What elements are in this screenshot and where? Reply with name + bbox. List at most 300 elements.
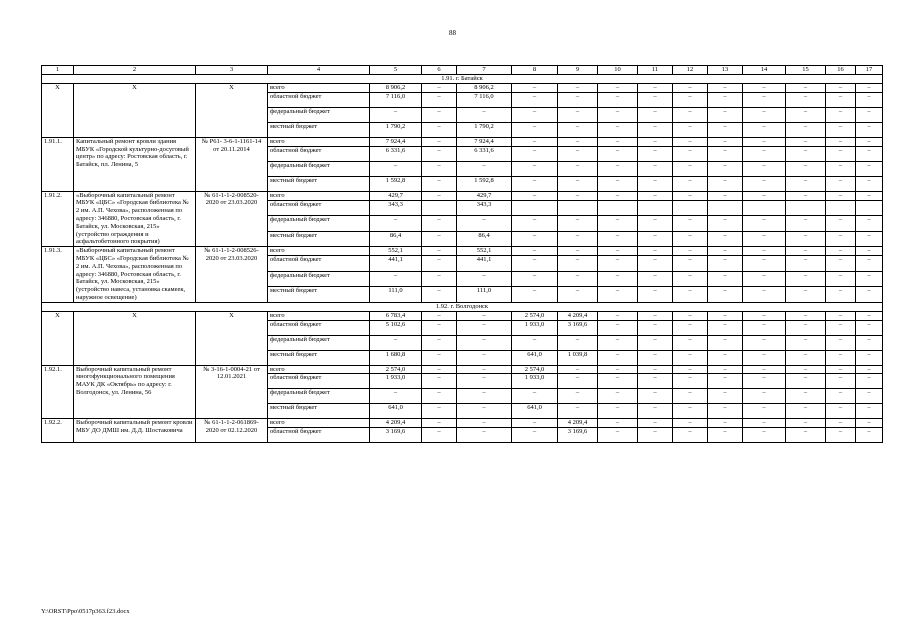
item-document: № 61-1-1-2-008526-2020 от 23.03.2020 [196, 247, 268, 303]
amount-cell: – [598, 311, 638, 320]
amount-cell: – [743, 365, 786, 374]
column-number: 11 [638, 66, 673, 75]
amount-cell: – [856, 161, 883, 176]
funding-source: местный бюджет [268, 404, 370, 419]
amount-cell: – [786, 350, 826, 365]
amount-cell: – [673, 161, 708, 176]
amount-cell: – [786, 320, 826, 335]
funding-source: областной бюджет [268, 92, 370, 107]
section-title: 1.91. г. Батайск [42, 75, 883, 84]
amount-cell: – [826, 419, 856, 428]
item-code: 1.91.2. [42, 191, 74, 247]
amount-cell: – [457, 107, 512, 122]
column-number: 7 [457, 66, 512, 75]
funding-source: федеральный бюджет [268, 271, 370, 286]
amount-cell: – [708, 146, 743, 161]
amount-cell: – [512, 216, 558, 231]
amount-cell: 441,1 [457, 256, 512, 271]
amount-cell: – [422, 271, 457, 286]
amount-cell: – [598, 191, 638, 200]
amount-cell [673, 200, 708, 215]
funding-source: областной бюджет [268, 200, 370, 215]
amount-cell: – [708, 191, 743, 200]
amount-cell: – [708, 256, 743, 271]
amount-cell: – [856, 335, 883, 350]
amount-cell: – [856, 365, 883, 374]
item-row [42, 419, 883, 428]
amount-cell: 111,0 [457, 287, 512, 303]
amount-cell: – [856, 216, 883, 231]
amount-cell: – [558, 374, 598, 389]
amount-cell: 552,1 [370, 247, 422, 256]
amount-cell: – [638, 137, 673, 146]
amount-cell: – [558, 107, 598, 122]
amount-cell: – [826, 122, 856, 137]
amount-cell: – [856, 92, 883, 107]
amount-cell: – [457, 365, 512, 374]
amount-cell: – [558, 231, 598, 247]
amount-cell: – [743, 428, 786, 443]
amount-cell: – [638, 374, 673, 389]
amount-cell: – [743, 84, 786, 93]
amount-cell: – [786, 247, 826, 256]
amount-cell: – [856, 122, 883, 137]
amount-cell: – [673, 311, 708, 320]
amount-cell: – [638, 271, 673, 286]
amount-cell: – [708, 428, 743, 443]
amount-cell [558, 200, 598, 215]
funding-source: областной бюджет [268, 374, 370, 389]
funding-source: федеральный бюджет [268, 161, 370, 176]
amount-cell: – [422, 256, 457, 271]
funding-source: федеральный бюджет [268, 389, 370, 404]
amount-cell: – [826, 231, 856, 247]
amount-cell: 3 169,6 [558, 428, 598, 443]
amount-cell: – [786, 146, 826, 161]
amount-cell: 2 574,0 [370, 365, 422, 374]
amount-cell: – [708, 311, 743, 320]
amount-cell: – [422, 161, 457, 176]
funding-source: всего [268, 365, 370, 374]
amount-cell: – [558, 287, 598, 303]
amount-cell: – [826, 176, 856, 191]
column-number: 10 [598, 66, 638, 75]
amount-cell: – [512, 84, 558, 93]
amount-cell: – [786, 137, 826, 146]
amount-cell: – [598, 335, 638, 350]
amount-cell: – [457, 320, 512, 335]
amount-cell: – [598, 122, 638, 137]
amount-cell: 4 209,4 [558, 311, 598, 320]
amount-cell: – [558, 256, 598, 271]
amount-cell: – [743, 404, 786, 419]
amount-cell: – [598, 419, 638, 428]
amount-cell: – [826, 320, 856, 335]
amount-cell: – [422, 247, 457, 256]
amount-cell: 86,4 [370, 231, 422, 247]
amount-cell: – [558, 404, 598, 419]
amount-cell: – [673, 122, 708, 137]
amount-cell: – [370, 389, 422, 404]
funding-source: федеральный бюджет [268, 107, 370, 122]
section-row [42, 302, 883, 311]
amount-cell: – [370, 271, 422, 286]
amount-cell: 1 592,8 [457, 176, 512, 191]
column-number: 8 [512, 66, 558, 75]
amount-cell: 7 924,4 [457, 137, 512, 146]
amount-cell: – [638, 84, 673, 93]
amount-cell: – [708, 92, 743, 107]
amount-cell: – [786, 107, 826, 122]
amount-cell: – [856, 311, 883, 320]
amount-cell: – [512, 122, 558, 137]
amount-cell: – [638, 311, 673, 320]
amount-cell: – [457, 404, 512, 419]
amount-cell: – [558, 146, 598, 161]
amount-cell: – [786, 92, 826, 107]
amount-cell: 1 933,0 [370, 374, 422, 389]
amount-cell: – [598, 374, 638, 389]
amount-cell: – [558, 191, 598, 200]
item-code: 1.92.2. [42, 419, 74, 443]
amount-cell [512, 200, 558, 215]
item-code: 1.91.1. [42, 137, 74, 191]
footer-file-path: Y:\ORST\Ppo\0517p363.f23.docx [41, 608, 130, 615]
item-document: № 61-1-1-2-061869-2020 от 02.12.2020 [196, 419, 268, 443]
amount-cell: – [512, 146, 558, 161]
amount-cell: – [598, 137, 638, 146]
amount-cell: – [558, 161, 598, 176]
amount-cell: – [422, 374, 457, 389]
amount-cell: – [457, 335, 512, 350]
amount-cell: – [638, 161, 673, 176]
item-code: X [42, 311, 74, 365]
amount-cell: – [422, 122, 457, 137]
amount-cell: – [856, 247, 883, 256]
amount-cell: – [673, 428, 708, 443]
amount-cell: – [558, 84, 598, 93]
amount-cell: – [673, 389, 708, 404]
amount-cell: – [708, 247, 743, 256]
column-number: 9 [558, 66, 598, 75]
amount-cell: – [638, 176, 673, 191]
amount-cell: – [457, 271, 512, 286]
column-number: 2 [74, 66, 196, 75]
amount-cell: – [422, 146, 457, 161]
amount-cell: – [638, 287, 673, 303]
amount-cell: – [558, 92, 598, 107]
amount-cell: – [598, 231, 638, 247]
amount-cell: – [598, 389, 638, 404]
amount-cell: – [826, 146, 856, 161]
amount-cell: – [826, 404, 856, 419]
amount-cell: 1 790,2 [370, 122, 422, 137]
amount-cell: – [638, 335, 673, 350]
amount-cell: – [558, 271, 598, 286]
amount-cell: – [786, 287, 826, 303]
amount-cell: – [457, 419, 512, 428]
amount-cell: – [856, 137, 883, 146]
amount-cell: – [422, 404, 457, 419]
amount-cell: – [422, 320, 457, 335]
amount-cell: – [673, 350, 708, 365]
funding-source: всего [268, 311, 370, 320]
amount-cell: – [708, 419, 743, 428]
amount-cell: – [638, 389, 673, 404]
amount-cell: – [786, 216, 826, 231]
amount-cell: – [422, 311, 457, 320]
amount-cell: – [826, 365, 856, 374]
amount-cell: 111,0 [370, 287, 422, 303]
amount-cell: – [598, 247, 638, 256]
item-code: 1.92.1. [42, 365, 74, 419]
amount-cell: 2 574,0 [512, 311, 558, 320]
amount-cell: – [512, 335, 558, 350]
funding-source: местный бюджет [268, 287, 370, 303]
amount-cell: – [598, 350, 638, 365]
amount-cell: – [826, 247, 856, 256]
amount-cell: – [708, 389, 743, 404]
amount-cell: – [786, 389, 826, 404]
funding-source: федеральный бюджет [268, 216, 370, 231]
amount-cell: – [598, 271, 638, 286]
amount-cell: – [638, 92, 673, 107]
amount-cell: – [786, 404, 826, 419]
funding-source: местный бюджет [268, 176, 370, 191]
amount-cell: 343,3 [370, 200, 422, 215]
amount-cell: – [422, 191, 457, 200]
item-document: № Р61- 3-6-1-1161-14 от 20.11.2014 [196, 137, 268, 191]
amount-cell: – [512, 161, 558, 176]
amount-cell: – [826, 287, 856, 303]
amount-cell [708, 200, 743, 215]
amount-cell: 7 116,0 [457, 92, 512, 107]
item-name: «Выборочный капитальный ремонт МБУК «ЦБС» «Городская библиотека № 2 им. А.П. Чехова», расположенная по адресу: 346880, Ростовская область, г. Батайск, ул. Московская, 215» (устройство навеса, установка скамеек, наружное освещение) [74, 247, 196, 303]
amount-cell: – [638, 191, 673, 200]
item-name: «Выборочный капитальный ремонт МБУК «ЦБС» «Городская библиотека № 2 им. А.П. Чехова», расположенная по адресу: 346880, Ростовская область, г. Батайск, ул. Московская, 215» (устройство ограждения и асфальтобетонного покрытия) [74, 191, 196, 247]
amount-cell: – [558, 122, 598, 137]
amount-cell: – [512, 271, 558, 286]
amount-cell: – [598, 176, 638, 191]
column-number: 16 [826, 66, 856, 75]
amount-cell: 7 924,4 [370, 137, 422, 146]
amount-cell: – [856, 231, 883, 247]
amount-cell: – [638, 428, 673, 443]
amount-cell: – [743, 350, 786, 365]
amount-cell: – [598, 146, 638, 161]
amount-cell: – [826, 311, 856, 320]
amount-cell: – [457, 374, 512, 389]
amount-cell: – [743, 271, 786, 286]
amount-cell: – [826, 216, 856, 231]
amount-cell: – [422, 419, 457, 428]
item-document: № 61-1-1-2-008520-2020 от 23.03.2020 [196, 191, 268, 247]
amount-cell: 1 933,0 [512, 320, 558, 335]
amount-cell: – [512, 231, 558, 247]
amount-cell: – [673, 256, 708, 271]
amount-cell: – [598, 107, 638, 122]
amount-cell: – [422, 92, 457, 107]
amount-cell: – [856, 191, 883, 200]
amount-cell: – [598, 92, 638, 107]
amount-cell: – [856, 419, 883, 428]
amount-cell: – [708, 350, 743, 365]
amount-cell: – [512, 107, 558, 122]
summary-row [42, 84, 883, 93]
amount-cell: – [708, 216, 743, 231]
item-name: Капитальный ремонт кровли здания МБУК «Городской культурно-досуговый центр» по адресу: Ростовская область, г. Батайск, пл. Ленина, 5 [74, 137, 196, 191]
amount-cell: – [422, 84, 457, 93]
amount-cell: – [638, 350, 673, 365]
amount-cell: – [598, 256, 638, 271]
amount-cell: 3 169,6 [558, 320, 598, 335]
amount-cell: – [457, 311, 512, 320]
amount-cell: – [826, 271, 856, 286]
amount-cell [826, 200, 856, 215]
amount-cell: – [558, 365, 598, 374]
amount-cell: – [786, 428, 826, 443]
funding-source: всего [268, 191, 370, 200]
amount-cell: – [673, 107, 708, 122]
amount-cell: 2 574,0 [512, 365, 558, 374]
funding-source: всего [268, 419, 370, 428]
amount-cell: – [512, 287, 558, 303]
amount-cell: – [856, 428, 883, 443]
amount-cell: – [708, 161, 743, 176]
amount-cell: – [673, 191, 708, 200]
amount-cell: – [856, 107, 883, 122]
amount-cell: – [512, 191, 558, 200]
amount-cell: 6 331,6 [370, 146, 422, 161]
amount-cell: 8 906,2 [370, 84, 422, 93]
amount-cell: – [708, 374, 743, 389]
amount-cell: – [673, 320, 708, 335]
column-number: 17 [856, 66, 883, 75]
amount-cell: – [708, 320, 743, 335]
section-title: 1.92. г. Волгодонск [42, 302, 883, 311]
amount-cell: – [512, 389, 558, 404]
amount-cell: – [673, 176, 708, 191]
amount-cell: – [673, 216, 708, 231]
amount-cell: – [856, 84, 883, 93]
amount-cell: – [826, 161, 856, 176]
amount-cell: – [708, 365, 743, 374]
amount-cell: 552,1 [457, 247, 512, 256]
amount-cell: 7 116,0 [370, 92, 422, 107]
section-row [42, 75, 883, 84]
amount-cell: – [826, 428, 856, 443]
amount-cell: – [673, 374, 708, 389]
amount-cell: – [422, 107, 457, 122]
amount-cell: – [743, 137, 786, 146]
amount-cell: – [856, 256, 883, 271]
amount-cell: – [512, 137, 558, 146]
item-code: 1.91.3. [42, 247, 74, 303]
amount-cell: 86,4 [457, 231, 512, 247]
budget-table [41, 65, 883, 443]
amount-cell: – [558, 335, 598, 350]
amount-cell: – [786, 191, 826, 200]
amount-cell: – [826, 107, 856, 122]
amount-cell: – [422, 231, 457, 247]
amount-cell: – [512, 176, 558, 191]
amount-cell: 429,7 [457, 191, 512, 200]
amount-cell: – [856, 389, 883, 404]
amount-cell: – [826, 374, 856, 389]
amount-cell: – [786, 374, 826, 389]
amount-cell: – [743, 122, 786, 137]
item-name: X [74, 84, 196, 138]
amount-cell: – [856, 404, 883, 419]
header-row [42, 66, 883, 75]
amount-cell: – [558, 176, 598, 191]
page-number: 88 [449, 29, 456, 37]
column-number: 6 [422, 66, 457, 75]
amount-cell: – [370, 161, 422, 176]
column-number: 12 [673, 66, 708, 75]
amount-cell: – [598, 428, 638, 443]
amount-cell: – [638, 247, 673, 256]
amount-cell: – [638, 122, 673, 137]
amount-cell: – [422, 176, 457, 191]
amount-cell: – [457, 161, 512, 176]
amount-cell: – [422, 389, 457, 404]
amount-cell: – [638, 146, 673, 161]
amount-cell: – [673, 137, 708, 146]
amount-cell: – [370, 107, 422, 122]
item-row [42, 191, 883, 200]
amount-cell: – [512, 247, 558, 256]
amount-cell: – [856, 176, 883, 191]
amount-cell: – [370, 335, 422, 350]
amount-cell: – [673, 146, 708, 161]
item-row [42, 137, 883, 146]
amount-cell: – [826, 84, 856, 93]
amount-cell: – [512, 256, 558, 271]
amount-cell: – [743, 374, 786, 389]
amount-cell: – [598, 404, 638, 419]
funding-source: всего [268, 84, 370, 93]
item-document: X [196, 84, 268, 138]
amount-cell: – [598, 365, 638, 374]
funding-source: областной бюджет [268, 256, 370, 271]
amount-cell: – [512, 92, 558, 107]
amount-cell: – [422, 216, 457, 231]
amount-cell: – [673, 92, 708, 107]
amount-cell: – [638, 256, 673, 271]
amount-cell: – [422, 365, 457, 374]
amount-cell: – [786, 365, 826, 374]
amount-cell: – [856, 146, 883, 161]
amount-cell: 429,7 [370, 191, 422, 200]
funding-source: областной бюджет [268, 428, 370, 443]
funding-source: местный бюджет [268, 122, 370, 137]
amount-cell: – [743, 176, 786, 191]
amount-cell: – [708, 231, 743, 247]
amount-cell: 6 331,6 [457, 146, 512, 161]
amount-cell: – [826, 256, 856, 271]
item-row [42, 247, 883, 256]
amount-cell: 1 933,0 [512, 374, 558, 389]
amount-cell: – [826, 191, 856, 200]
amount-cell: – [743, 419, 786, 428]
amount-cell: – [743, 161, 786, 176]
amount-cell: 641,0 [512, 350, 558, 365]
amount-cell: – [743, 231, 786, 247]
amount-cell: 343,3 [457, 200, 512, 215]
amount-cell: – [786, 122, 826, 137]
amount-cell: – [743, 107, 786, 122]
